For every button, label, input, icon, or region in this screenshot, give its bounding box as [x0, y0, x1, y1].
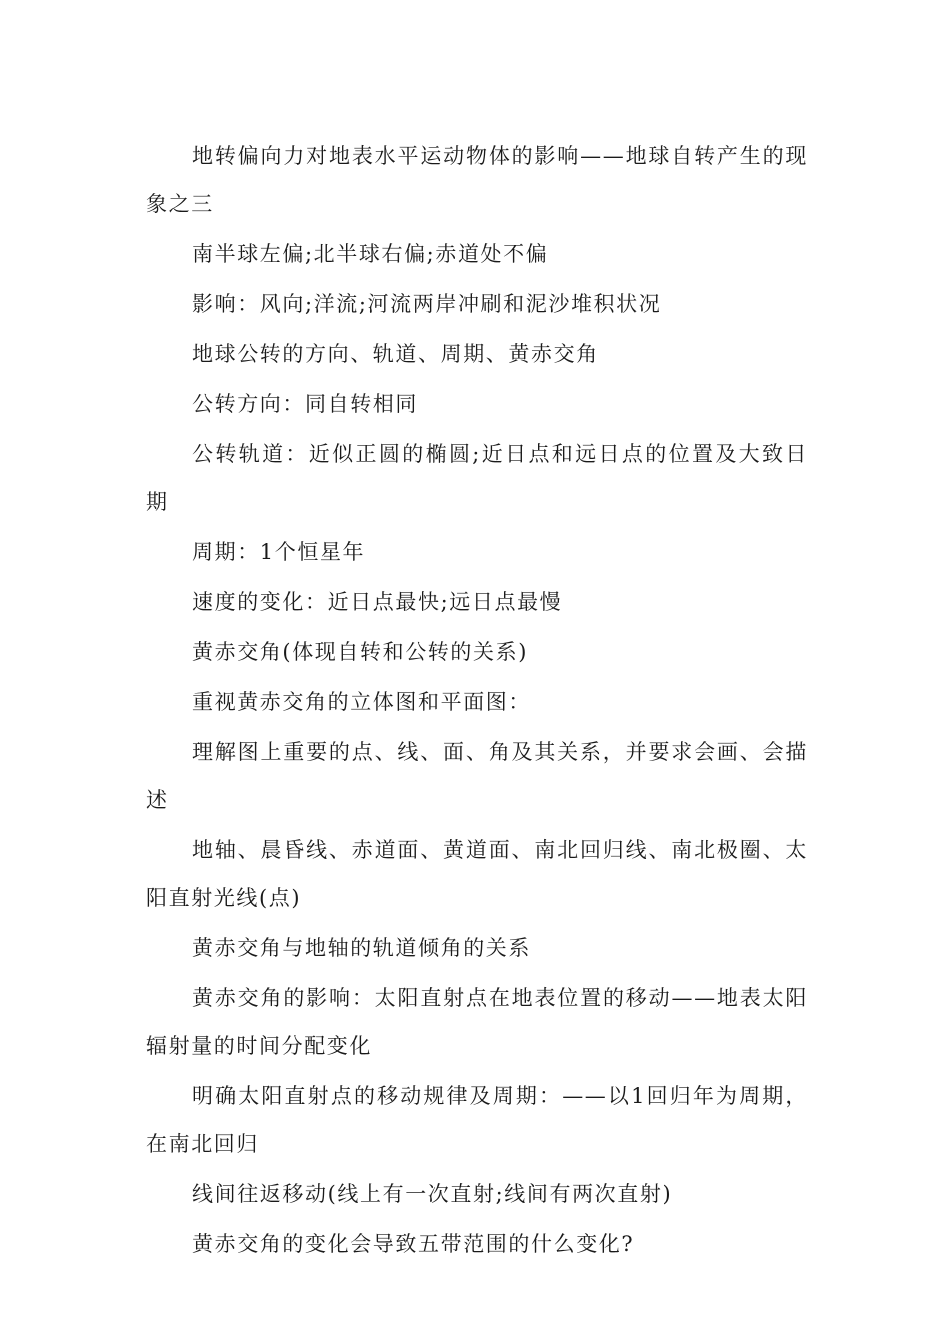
paragraph: 公转轨道：近似正圆的椭圆;近日点和远日点的位置及大致日期	[146, 442, 808, 514]
paragraph: 黄赤交角与地轴的轨道倾角的关系	[192, 936, 531, 960]
paragraph: 黄赤交角的变化会导致五带范围的什么变化?	[192, 1232, 635, 1256]
paragraph: 理解图上重要的点、线、面、角及其关系，并要求会画、会描述	[146, 740, 808, 812]
paragraph: 地轴、晨昏线、赤道面、黄道面、南北回归线、南北极圈、太阳直射光线(点)	[146, 838, 808, 910]
document-body	[146, 132, 808, 1270]
paragraph: 公转方向：同自转相同	[192, 392, 418, 416]
paragraph: 线间往返移动(线上有一次直射;线间有两次直射)	[192, 1182, 673, 1206]
paragraph: 周期：1个恒星年	[192, 540, 366, 564]
paragraph: 明确太阳直射点的移动规律及周期：——以1回归年为周期，在南北回归	[146, 1084, 808, 1156]
paragraph: 速度的变化：近日点最快;远日点最慢	[192, 590, 563, 614]
paragraph: 地转偏向力对地表水平运动物体的影响——地球自转产生的现象之三	[146, 144, 808, 216]
paragraph: 重视黄赤交角的立体图和平面图：	[192, 690, 531, 714]
paragraph: 黄赤交角(体现自转和公转的关系)	[192, 640, 528, 664]
paragraph: 影响：风向;洋流;河流两岸冲刷和泥沙堆积状况	[192, 292, 662, 316]
paragraph: 地球公转的方向、轨道、周期、黄赤交角	[192, 342, 599, 366]
paragraph: 南半球左偏;北半球右偏;赤道处不偏	[192, 242, 549, 266]
paragraph: 黄赤交角的影响：太阳直射点在地表位置的移动——地表太阳辐射量的时间分配变化	[146, 986, 808, 1058]
